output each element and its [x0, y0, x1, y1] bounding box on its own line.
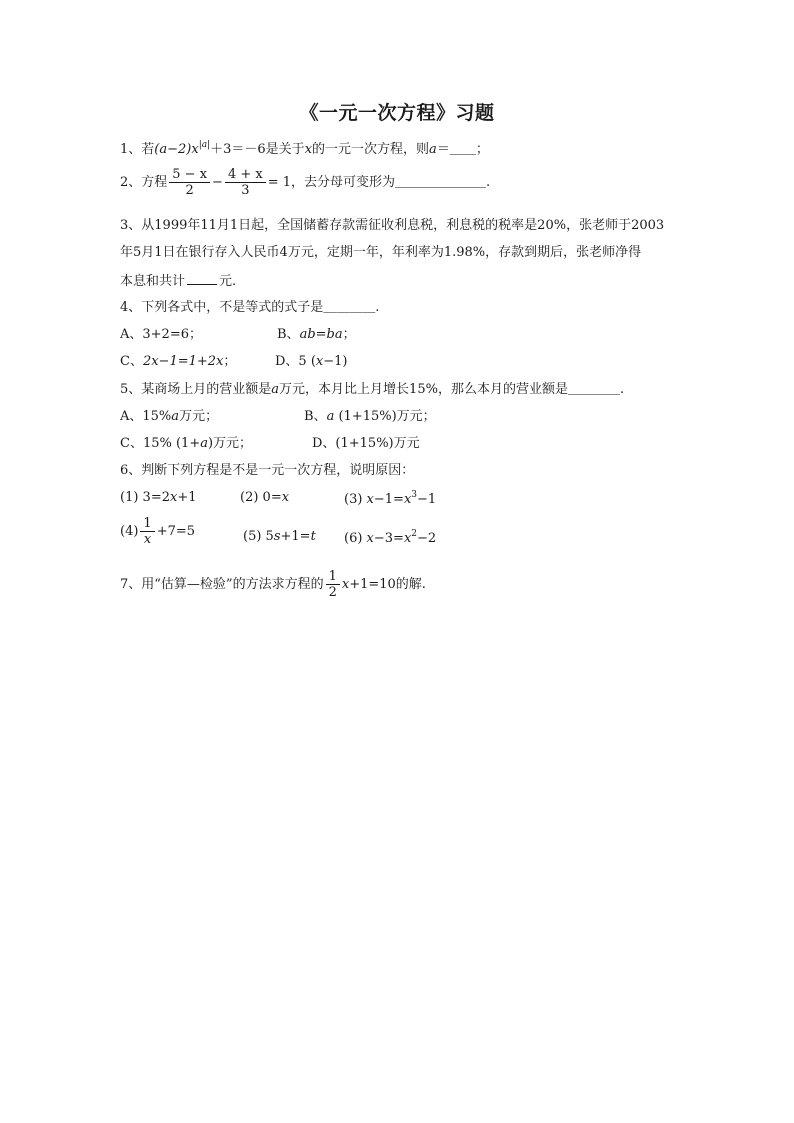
q6-e3-x: x: [366, 492, 374, 507]
question-5: [120, 383, 624, 396]
q6-e3-x2: x: [403, 492, 412, 507]
q5-stem-a: 5、某商场上月的营业额是: [120, 382, 272, 397]
q6-e1-post: +1: [177, 490, 197, 505]
q5-c-var: a: [200, 436, 208, 451]
q6-e6-mid: −3=: [373, 531, 404, 546]
q5-option-c: [120, 437, 252, 450]
q1-text2: 的一元一次方程，则: [312, 142, 430, 157]
q1-expr: (a−2): [154, 142, 192, 157]
q4-option-c: [120, 355, 236, 368]
q6-e2-x: x: [281, 490, 290, 505]
q6-e6-x2: x: [403, 531, 412, 546]
q6-e6-post: −2: [417, 531, 437, 546]
q6-e4-post: +7=5: [156, 524, 196, 539]
q6-e4-numerator: 1: [140, 516, 154, 532]
q6-e4-denominator: x: [143, 532, 152, 547]
q2-f2-numerator: 4 + x: [225, 167, 266, 183]
q5-b-label: B、: [304, 409, 327, 424]
q6-equation-1: [120, 491, 197, 504]
q6-e6-x: x: [366, 531, 374, 546]
question-3-line-3: [120, 273, 236, 288]
q3-line3-b: 元.: [219, 274, 237, 289]
q5-option-d: D、(1+15%)万元: [312, 436, 420, 451]
q6-e5-mid: +1=: [280, 529, 311, 544]
q1-x: x: [304, 142, 313, 157]
q6-equation-3: [344, 491, 436, 506]
q6-e1-x: x: [169, 490, 178, 505]
question-2: [120, 167, 490, 198]
question-1: [120, 141, 489, 156]
q1-rest: ＋3＝－6: [210, 142, 266, 157]
q7-fraction: [326, 569, 340, 600]
q5-c-post: )万元；: [207, 436, 253, 451]
q5-a-post: 万元；: [179, 409, 219, 424]
q6-e4-pre: (4): [120, 524, 139, 539]
q7-post: +1=10的解.: [349, 577, 426, 592]
page-title: 《一元一次方程》习题: [299, 102, 495, 124]
q2-f1-numerator: 5 − x: [169, 167, 210, 183]
question-3-line-1: 3、从1999年11月1日起，全国储蓄存款需征收利息税，利息税的税率是20%，张老师于2003: [120, 218, 665, 233]
q2-fraction-2: [225, 167, 266, 198]
q3-answer-blank: [187, 273, 217, 285]
q2-f2-denominator: 3: [241, 183, 250, 198]
q6-equation-6: [344, 530, 436, 545]
q7-pre: 7、用“估算—检验”的方法求方程的: [120, 577, 324, 592]
q4-d-post: −1): [323, 354, 348, 369]
q4-b-label: B、: [277, 327, 300, 342]
q4-c-post: ；: [223, 354, 237, 369]
q7-numerator: 1: [326, 569, 340, 585]
q3-line3-a: 本息和共计: [120, 274, 186, 289]
q2-f1-denominator: 2: [185, 183, 194, 198]
q2-tail: ，去分母可变形为＿＿＿＿＿＿＿.: [291, 175, 491, 190]
q6-e1-pre: (1) 3=2: [120, 490, 170, 505]
q6-equation-5: [243, 530, 316, 543]
q1-a: a: [429, 142, 437, 157]
q4-c-expr: 2x−1=1+2x: [142, 354, 224, 369]
q6-e4-fraction: [140, 516, 154, 547]
q4-option-d: [275, 355, 348, 368]
q4-option-b: [277, 328, 356, 341]
q5-c-label: C、15% (1+: [120, 436, 201, 451]
q5-stem-b: 万元，本月比上月增长15%，那么本月的营业额是＿＿＿＿.: [279, 382, 625, 397]
q5-option-a: [120, 410, 218, 423]
q1-var: x: [191, 142, 199, 157]
q1-number: 1、若: [120, 142, 155, 157]
q6-e3-mid: −1=: [373, 492, 404, 507]
q1-exponent: |a|: [198, 140, 211, 150]
q5-a-label: A、15%: [120, 409, 172, 424]
q5-b-post: (1+15%)万元；: [334, 409, 436, 424]
question-4: 4、下列各式中，不是等式的式子是＿＿＿＿.: [120, 300, 380, 315]
question-7: [120, 569, 426, 600]
q6-equation-2: [240, 491, 289, 504]
q2-equals: = 1: [267, 175, 292, 190]
q1-tail: ＝＿＿；: [436, 142, 489, 157]
q4-b-post: ；: [342, 327, 356, 342]
q5-a: a: [271, 382, 280, 397]
q7-x: x: [341, 577, 350, 592]
q6-e5-s: s: [273, 529, 281, 544]
q5-option-b: [304, 410, 436, 423]
q4-c-label: C、: [120, 354, 143, 369]
q2-minus: −: [212, 175, 223, 190]
q4-d-label: D、5 (: [275, 354, 316, 369]
q7-denominator: 2: [328, 585, 337, 600]
q6-equation-4: [120, 516, 195, 547]
q2-fraction-1: [169, 167, 210, 198]
q6-e2-pre: (2) 0=: [240, 490, 282, 505]
question-6: 6、判断下列方程是不是一元一次方程，说明原因：: [120, 463, 415, 478]
q6-e6-pre: (6): [344, 531, 367, 546]
q6-e3-post: −1: [417, 492, 437, 507]
q4-option-a: A、3+2=6；: [120, 327, 202, 342]
q4-b-expr: ab=ba: [299, 327, 343, 342]
q4-d-expr: x: [315, 354, 324, 369]
q2-number: 2、方程: [120, 175, 168, 190]
q5-a-var: a: [171, 409, 180, 424]
q5-b-var: a: [326, 409, 335, 424]
q6-e5-pre: (5) 5: [243, 529, 274, 544]
q6-e6-exp: 2: [411, 529, 418, 539]
q6-e5-t: t: [310, 529, 316, 544]
q6-e3-pre: (3): [344, 492, 367, 507]
q6-e3-exp: 3: [411, 490, 418, 500]
question-3-line-2: 年5月1日在银行存入人民币4万元，定期一年，年利率为1.98%，存款到期后，张老师净得: [120, 245, 642, 260]
q1-text: 是关于: [265, 142, 305, 157]
